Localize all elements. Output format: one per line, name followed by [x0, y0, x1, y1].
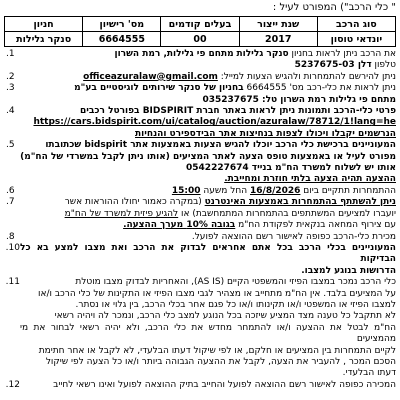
text-segment: דעתו הבלעדי. — [342, 368, 396, 379]
text-line — [20, 277, 396, 288]
list-item-number: 3. — [6, 83, 15, 94]
text-line — [20, 323, 396, 346]
text-line — [20, 209, 396, 220]
text-segment: (במקרה כאמור יחולו ההוראות אשר — [64, 197, 205, 208]
text-line — [20, 380, 396, 391]
text-segment: הח"מ לבטל את ההצעה ו/או להתמחר מחדש את כלי הרכב, ולא יהיה רשאי לבחור את מי מהמציעים — [20, 322, 396, 345]
list-item-number: 4. — [6, 106, 15, 117]
table-header: חניון — [5, 17, 83, 32]
text-segment: את הרכב ניתן לראות בחניון — [288, 49, 396, 59]
list-item — [4, 72, 396, 83]
text-segment: ניתן לראות את כלי-רכב מס' 6664555 — [243, 83, 396, 94]
list-item — [4, 277, 396, 380]
text-line — [20, 140, 396, 151]
list-item — [4, 380, 396, 391]
text-line — [20, 152, 396, 163]
text-line — [20, 49, 396, 60]
text-line — [20, 117, 396, 128]
text-line — [20, 357, 396, 368]
text-line — [20, 289, 396, 300]
table-cell: סנקר גלילות — [5, 32, 83, 47]
list-item-text — [20, 83, 396, 106]
text-line — [20, 60, 396, 71]
text-line — [20, 243, 396, 266]
text-segment: פרטי כלי-הרכב ותמונות ניתן לראות באתר חברת BIDSPIRIT בפורטל רכבים — [80, 106, 396, 117]
list-item — [4, 106, 396, 129]
vehicle-table-row — [5, 32, 396, 47]
text-line — [20, 197, 396, 208]
list-item — [4, 83, 396, 106]
text-segment: המעוניינים בכלי הרכב בכל אתם אחראים לבדוק את הרכב ואת מצבו למצע בא כל הבדיקות — [20, 242, 396, 265]
text-segment: אותו יש לשלוח למשרד הח"מ בנייד 0542227674 — [186, 163, 396, 174]
list-item-number: 2. — [6, 71, 15, 82]
text-segment: 16/8/2026 — [250, 185, 301, 196]
vehicle-details-table — [4, 16, 396, 47]
table-header: שנת ייצור — [239, 17, 317, 32]
text-segment: ניתן להירשם להתמחרות ולהגיש הצעות למייל: — [217, 71, 396, 82]
text-line — [20, 186, 396, 197]
list-item-text — [20, 72, 396, 83]
list-item-text — [20, 140, 396, 174]
list-item-number — [4, 174, 20, 185]
list-item-text — [20, 186, 396, 197]
intro-text: " כלי הרכב") המפורט לעיל : — [272, 2, 396, 13]
text-segment: יועברו למציעים המשתתפים בהתמחרות המתמחשבת) או — [178, 208, 396, 219]
text-segment: המכירה כפופה לאישור רשם ההוצאה לפועל והחייב בתיק ההוצאה לפועל ואינו רשאי לחייב — [53, 379, 396, 390]
text-line — [20, 129, 396, 140]
list-item-number: 1. — [6, 49, 15, 59]
list-item — [4, 174, 396, 185]
table-cell: 6664555 — [83, 32, 161, 47]
text-line — [20, 311, 396, 322]
text-line — [20, 368, 396, 379]
text-segment: בחניון של סנקר שירותים לוגיסטיים בע"מ — [74, 83, 244, 94]
list-item-text — [20, 106, 396, 129]
list-item — [4, 197, 396, 231]
text-line — [20, 232, 396, 243]
list-item-number: 10. — [5, 242, 20, 253]
list-item-number: 8. — [6, 231, 15, 242]
list-item-text — [20, 49, 396, 72]
text-line — [20, 220, 396, 231]
text-line — [20, 266, 396, 277]
text-segment[interactable]: officeazuralaw@gmail.com — [83, 71, 218, 82]
list-item-text — [20, 380, 396, 391]
text-segment: לקיים התמחרות בין המציעים או חלקם, או לפי שיקול דעתו הבלעדי, לא לקבל או אחר חתימת — [38, 345, 396, 356]
text-segment: החל משעה — [200, 185, 251, 196]
text-segment: טלפון — [371, 60, 396, 71]
list-item-text — [20, 232, 396, 243]
table-cell: 2017 — [239, 32, 317, 47]
text-line — [20, 106, 396, 117]
list-item-text — [20, 129, 396, 140]
text-line — [20, 300, 396, 311]
table-header: מס' רישיון — [83, 17, 161, 32]
list-item-text — [20, 277, 396, 380]
text-line — [20, 346, 396, 357]
text-segment: בגובה 10% מערך ההצעה. — [123, 220, 236, 231]
table-cell: יונדאי טוסון — [317, 32, 395, 47]
table-cell: 00 — [161, 32, 239, 47]
list-item — [4, 232, 396, 243]
vehicle-table-header-row — [5, 17, 396, 32]
list-item — [4, 186, 396, 197]
list-item — [4, 140, 396, 174]
list-item-text — [20, 243, 396, 277]
text-line — [20, 83, 396, 94]
text-segment: לא תתקבל כל טענה מצד המציע שיזכה בכל הנוגע למצב כלי הרכב, ונמכר לה ויהיה רשאי — [54, 311, 396, 322]
text-segment: כלי הרכב נמכר במצבו הפיזי והמשפטי הקיים (AS IS), והאחריות לבדוק מצבו מוטלת — [75, 277, 396, 288]
text-segment: ניתן להשתתף בהתמחרות באמצעות האינטרנט — [204, 197, 396, 208]
text-segment: ההתמחרות תתקיים ביום — [300, 185, 396, 196]
table-header: בעלים קודמים — [161, 17, 239, 32]
list-item — [4, 243, 396, 277]
list-item — [4, 129, 396, 140]
text-segment: 15:00 — [171, 185, 201, 196]
text-line — [20, 95, 396, 106]
text-segment: הסכם המכר , להעביר את הצעה, לקבל את ההצעה הגבוהה ביותר ו/או כל הצעה לפי שיקול — [45, 356, 396, 367]
text-segment: מפורט לעיל או באמצעות טופס הצעה לאתר המציעים (אותו ניתן לקבל במשרדי של הח"מ) — [20, 151, 396, 162]
list-item-number: 11. — [5, 277, 20, 288]
terms-list — [4, 49, 396, 391]
text-segment[interactable]: https://cars.bidspirit.com/ui/catalog/auction/azuralaw/78712/1!lang=he — [33, 117, 396, 128]
text-segment: 5237675-03 דלן — [294, 60, 372, 71]
list-item-number: 5. — [6, 140, 15, 151]
text-line — [20, 72, 396, 83]
text-segment: עם צירוף המחאה בנקאית לפקודת הח"מ — [235, 220, 396, 231]
list-item-number — [4, 129, 20, 140]
list-item-number: 6. — [6, 185, 15, 196]
text-line — [20, 174, 396, 185]
text-segment: ההצעה תהיה הצעה בלתי חוזרת ומחייבת. — [224, 174, 396, 185]
table-header: סוג הרכב — [317, 17, 395, 32]
list-item — [4, 49, 396, 72]
text-segment: מכירת כלי-הרכב כפופה לאישור רשם ההוצאה לפועל. — [191, 231, 396, 242]
list-item-number: 7. — [6, 197, 15, 208]
text-segment: הנרשמים יקבלו ויכולו לצפות בנחיצות אתר הבידספירט והנחיות — [135, 128, 396, 139]
text-segment: למצבו הפיזי או המשפטי ו/או תקינותו ו/או כל פגם אחר בכלי הרכב, בין גלוי או נסתר. — [75, 299, 396, 310]
text-segment: המעוניינים ברכישת כלי הרכב יוכלו להגיש הצעות באמצעות אתר bidspirit שכתובתו — [45, 140, 396, 151]
list-item-text — [20, 174, 396, 185]
text-segment: על המציעים בלבד. אין הח"מ מתחייב או מצהיר לגבי מצבו הפיזי או התקינות של כלי הרכב ו/או — [38, 288, 396, 299]
list-item-number: 12. — [5, 379, 20, 390]
text-segment: הדרושות בנוגע למצבו. — [301, 265, 396, 276]
text-segment: סנקר גלילות — [236, 49, 289, 59]
text-segment: מתחם פי גלילות, רמת השרון — [114, 49, 234, 59]
text-segment: להגיע פיזית למשרד של הח"מ — [64, 208, 179, 219]
text-line — [20, 163, 396, 174]
list-item-text — [20, 197, 396, 231]
text-segment: מתחם פי גלילות רמת השרון טל: 035237675 — [202, 94, 396, 105]
